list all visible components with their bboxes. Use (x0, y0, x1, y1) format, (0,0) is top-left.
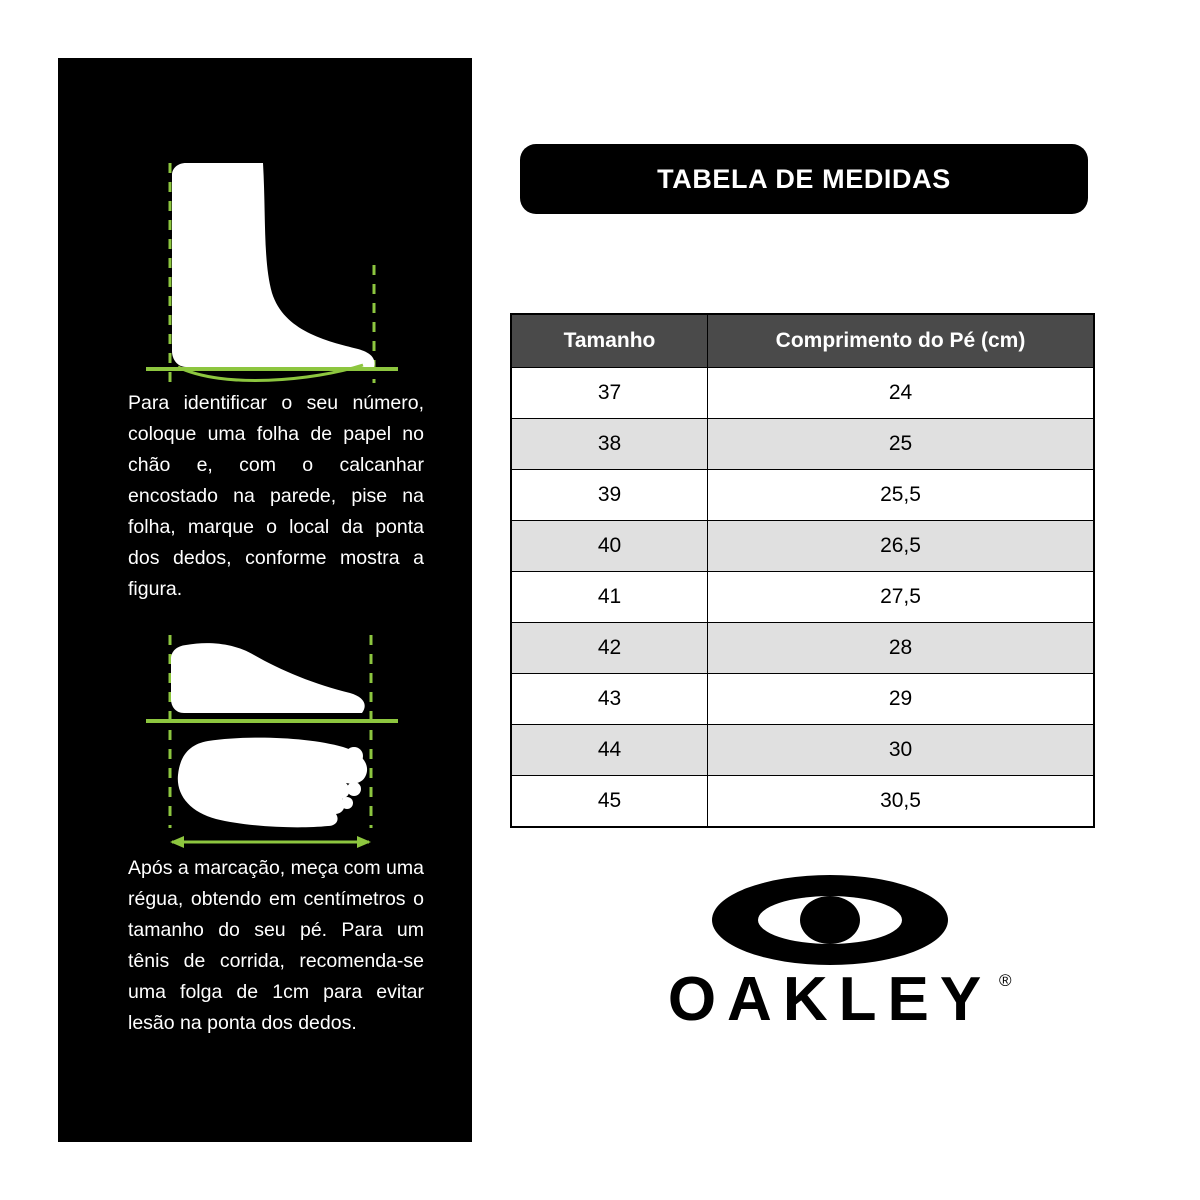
cell-size: 39 (511, 470, 708, 521)
table-row (511, 470, 1094, 521)
cell-length: 25 (708, 419, 1095, 470)
table-header-length: Comprimento do Pé (cm) (708, 314, 1095, 368)
cell-length: 26,5 (708, 521, 1095, 572)
cell-length: 30 (708, 725, 1095, 776)
table-row (511, 368, 1094, 419)
table-row (511, 674, 1094, 725)
table-row (511, 725, 1094, 776)
cell-size: 40 (511, 521, 708, 572)
cell-length: 28 (708, 623, 1095, 674)
cell-size: 43 (511, 674, 708, 725)
instruction-text-2: Após a marcação, meça com uma régua, obtendo em centímetros o tamanho do seu pé. Para um tênis de corrida, recomenda-se uma folga de 1cm para evitar lesão na ponta dos dedos. (128, 857, 424, 1034)
brand-logo (620, 868, 1040, 1038)
cell-size: 42 (511, 623, 708, 674)
table-row (511, 623, 1094, 674)
instruction-text-1: Para identificar o seu número, coloque uma folha de papel no chão e, com o calcanhar encostado na parede, pise na folha, marque o local da ponta dos dedos, conforme mostra a figura. (128, 392, 424, 600)
cell-length: 25,5 (708, 470, 1095, 521)
cell-size: 41 (511, 572, 708, 623)
page-title (520, 144, 1088, 214)
size-table (510, 313, 1095, 828)
instructions-panel (58, 58, 472, 1142)
table-header-row (511, 314, 1094, 368)
table-row (511, 572, 1094, 623)
oakley-ellipse-icon (712, 875, 948, 965)
cell-length: 30,5 (708, 776, 1095, 828)
cell-length: 29 (708, 674, 1095, 725)
cell-size: 45 (511, 776, 708, 828)
cell-length: 24 (708, 368, 1095, 419)
cell-length: 27,5 (708, 572, 1095, 623)
table-row (511, 521, 1094, 572)
table-row (511, 419, 1094, 470)
table-header-size: Tamanho (511, 314, 708, 368)
page-title-label: TABELA DE MEDIDAS (657, 163, 951, 194)
table-row (511, 776, 1094, 828)
cell-size: 37 (511, 368, 708, 419)
cell-size: 38 (511, 419, 708, 470)
trademark-symbol: ® (999, 971, 1012, 990)
oakley-wordmark: OAKLEY (667, 965, 993, 1034)
cell-size: 44 (511, 725, 708, 776)
